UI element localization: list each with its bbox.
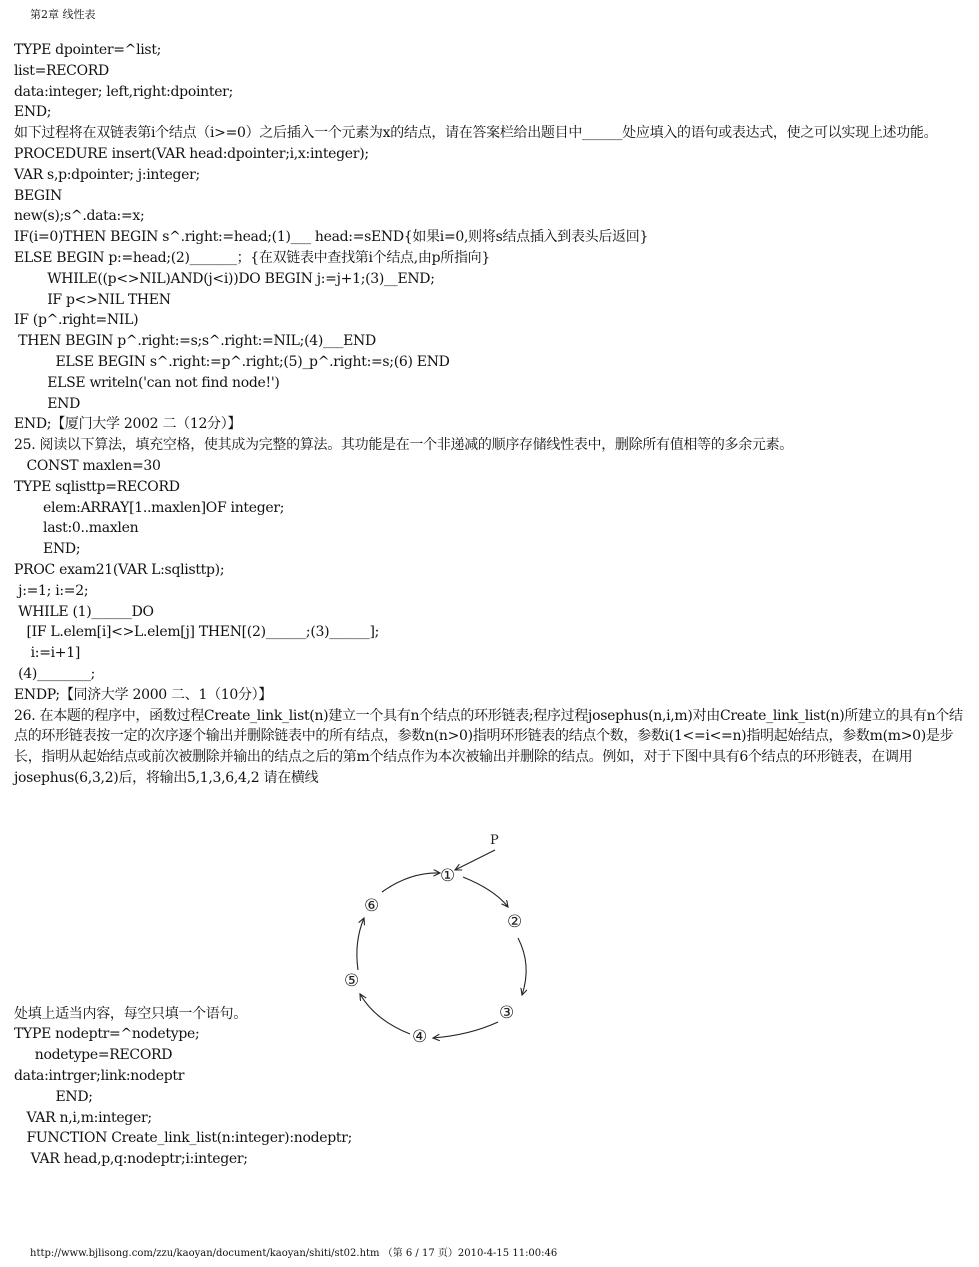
text-line: END <box>14 395 80 412</box>
text-line: ENDP;【同济大学 2000 二、1（10分）】 <box>14 686 273 703</box>
question-paragraph: 如下过程将在双链表第i个结点（i>=0）之后插入一个元素为x的结点，请在答案栏给出题目中______处应填入的语句或表达式，使之可以实现上述功能。 <box>14 125 938 142</box>
node-3: ③ <box>499 1003 515 1023</box>
node-2: ② <box>507 912 523 932</box>
text-line: last:0..maxlen <box>14 520 139 537</box>
text-line: (4)________; <box>14 665 96 682</box>
circular-list-diagram <box>330 830 550 1055</box>
node-5: ⑤ <box>344 971 360 991</box>
text-line: TYPE sqlisttp=RECORD <box>14 478 180 495</box>
text-line: elem:ARRAY[1..maxlen]OF integer; <box>14 499 285 516</box>
chapter-header: 第2章 线性表 <box>30 8 96 21</box>
text-line: [IF L.elem[i]<>L.elem[j] THEN[(2)______;(3)______]; <box>14 624 380 641</box>
text-line: BEGIN <box>14 187 62 204</box>
text-line: PROCEDURE insert(VAR head:dpointer;i,x:integer); <box>14 145 369 162</box>
text-line: j:=1; i:=2; <box>14 582 89 599</box>
text-line: data:intrger;link:nodeptr <box>14 1068 185 1085</box>
text-line: TYPE nodeptr=^nodetype; <box>14 1026 200 1043</box>
text-line: IF (p^.right=NIL) <box>14 312 139 329</box>
text-line: VAR s,p:dpointer; j:integer; <box>14 166 200 183</box>
text-line: VAR head,p,q:nodeptr;i:integer; <box>14 1151 248 1168</box>
text-line: new(s);s^.data:=x; <box>14 208 145 225</box>
pointer-label: P <box>490 833 499 848</box>
text-line: data:integer; left,right:dpointer; <box>14 83 233 100</box>
text-line: END; <box>14 104 52 121</box>
text-line: ELSE BEGIN s^.right:=p^.right;(5)_p^.right:=s;(6) END <box>14 353 450 370</box>
node-6: ⑥ <box>364 896 380 916</box>
text-line: END; <box>14 541 81 558</box>
text-block-a <box>14 40 964 789</box>
text-line: END;【厦门大学 2002 二（12分）】 <box>14 416 242 433</box>
text-line: ELSE BEGIN p:=head;(2)_______；{在双链表中查找第i个结点,由p所指向} <box>14 249 490 266</box>
node-1: ① <box>440 866 456 886</box>
text-line: IF(i=0)THEN BEGIN s^.right:=head;(1)___ head:=sEND{如果i=0,则将s结点插入到表头后返回} <box>14 229 649 246</box>
text-line: WHILE (1)______DO <box>14 603 154 620</box>
text-line: nodetype=RECORD <box>14 1047 173 1064</box>
text-line: END; <box>14 1088 93 1105</box>
text-line: THEN BEGIN p^.right:=s;s^.right:=NIL;(4)___END <box>14 333 376 350</box>
text-line: FUNCTION Create_link_list(n:integer):nodeptr; <box>14 1130 353 1147</box>
pointer-arrow <box>455 833 499 870</box>
question-paragraph: 25. 阅读以下算法，填充空格，使其成为完整的算法。其功能是在一个非递减的顺序存储线性表中，删除所有值相等的多余元素。 <box>14 437 794 454</box>
text-line: 处填上适当内容，每空只填一个语句。 <box>14 1005 247 1022</box>
page-footer-url: http://www.bjlisong.com/zzu/kaoyan/document/kaoyan/shiti/st02.htm （第 6 / 17 页）2010-4-15 11:00:46 <box>30 1248 558 1259</box>
text-line: TYPE dpointer=^list; <box>14 42 162 58</box>
text-line: ELSE writeln('can not find node!') <box>14 374 280 391</box>
text-line: IF p<>NIL THEN <box>14 291 171 308</box>
node-4: ④ <box>412 1027 428 1047</box>
text-line: VAR n,i,m:integer; <box>14 1109 152 1126</box>
text-line: i:=i+1] <box>14 645 81 662</box>
text-line: PROC exam21(VAR L:sqlisttp); <box>14 561 225 578</box>
text-line: WHILE((p<>NIL)AND(j<i))DO BEGIN j:=j+1;(3)__END; <box>14 270 435 287</box>
question-paragraph: 26. 在本题的程序中，函数过程Create_link_list(n)建立一个具有n个结点的环形链表;程序过程josephus(n,i,m)对由Create_link_list(n)所建立的具有n个结点的环形链表按一定的次序逐个输出并删除链表中的所有结点，参数n(n>0)指明环形链表的结点个数，参数i(1<=i<=n)指明起始结点，参数m(m>0)是步长，指明从起始结点或前次被删除并输出的结点之后的第m个结点作为本次被输出并删除的结点。例如，对于下图中具有6个结点的环形链表，在调用josephus(6,3,2)后，将输出5,1,3,6,4,2 请在横线 <box>14 707 963 786</box>
text-line: list=RECORD <box>14 62 109 79</box>
text-line: CONST maxlen=30 <box>14 457 161 474</box>
